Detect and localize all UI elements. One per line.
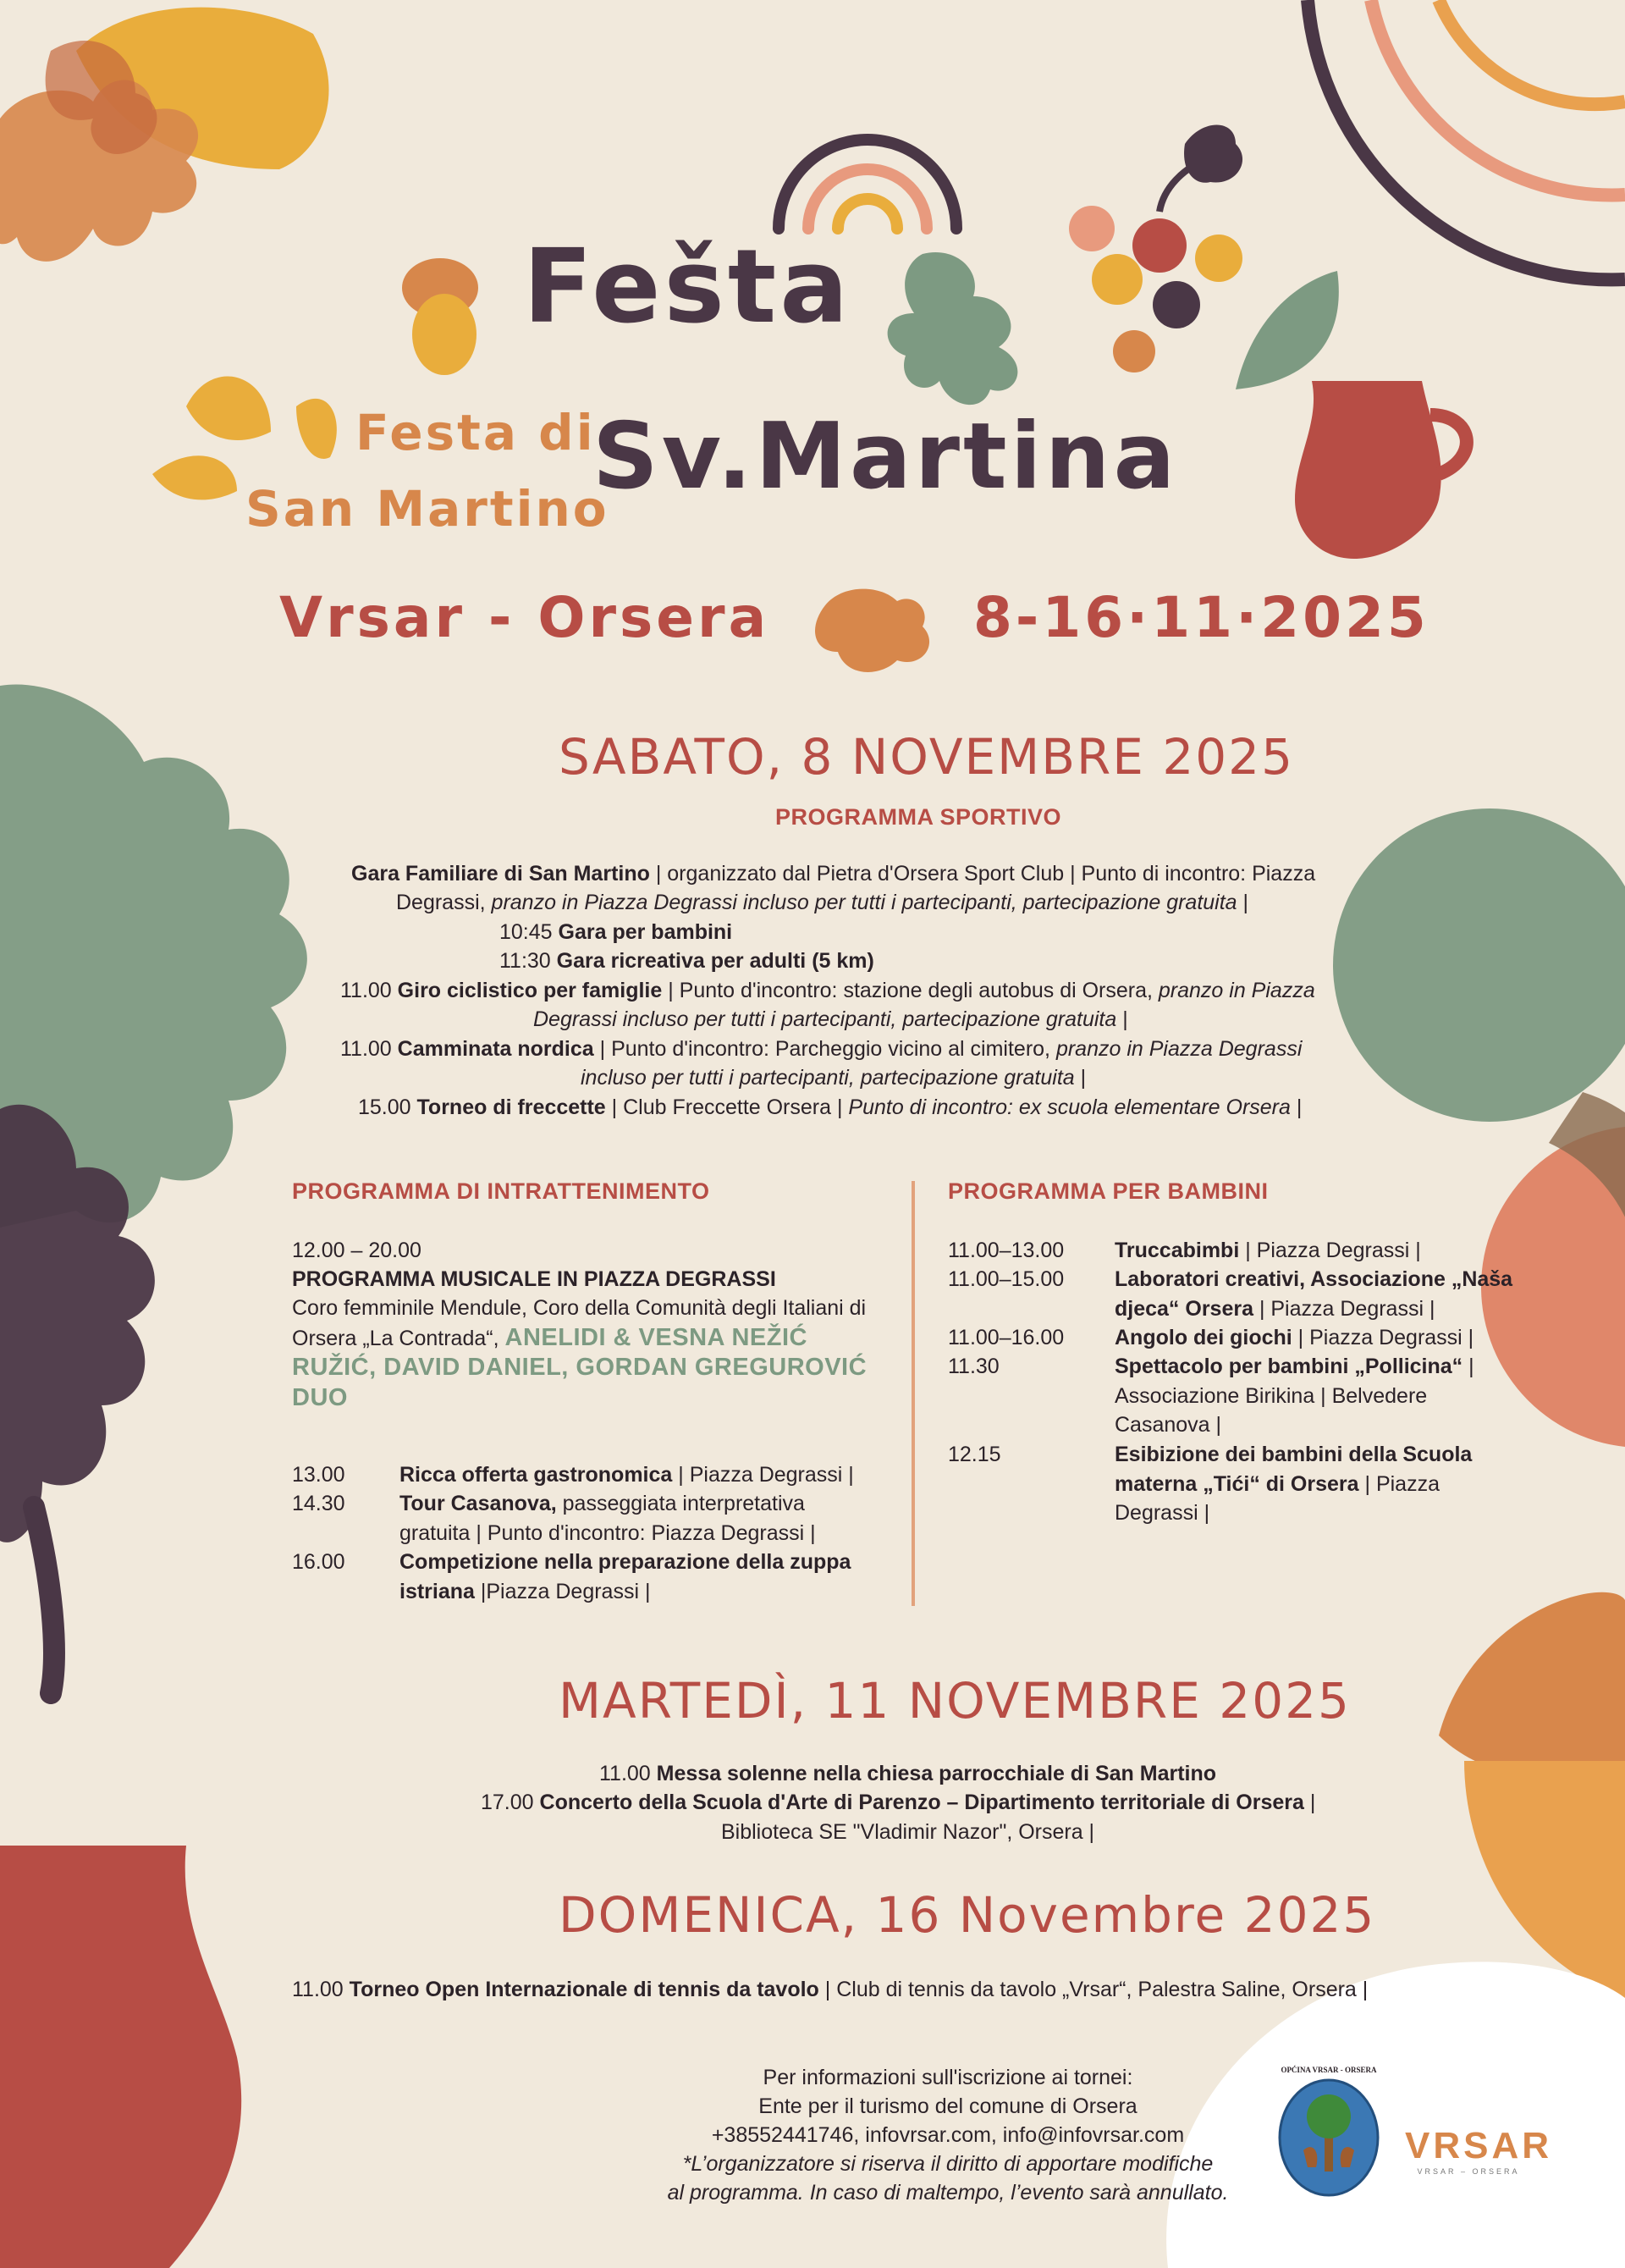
tuesday-concert: 17.00 Concerto della Scuola d'Arte di Parenzo – Dipartimento territoriale di Orsera | — [481, 1791, 1316, 1814]
sage-oak-leaf-center — [888, 252, 1018, 405]
dates-title: 8-16·11·2025 — [973, 585, 1429, 650]
title-festa: Fešta — [523, 229, 852, 346]
grape-4 — [1092, 254, 1143, 305]
footer-line-1: Per informazioni sull'iscrizione ai tornei: — [763, 2066, 1133, 2089]
kids-program-heading: PROGRAMMA PER BAMBINI — [948, 1178, 1269, 1204]
tuesday-library: Biblioteca SE "Vladimir Nazor", Orsera | — [721, 1820, 1095, 1844]
yellow-leaf-small-3 — [296, 399, 337, 459]
acorn-body — [412, 294, 476, 375]
sport-nordic-line: 11.00 Camminata nordica | Punto d'incontro: Parcheggio vicino al cimitero, pranzo in Piazza Degrassi — [340, 1037, 1303, 1061]
column-divider — [912, 1181, 915, 1606]
sport-gara-line2: Degrassi, pranzo in Piazza Degrassi incluso per tutti i partecipanti, partecipazione gratuita | — [396, 891, 1249, 914]
footer-line-5: al programma. In caso di maltempo, l’evento sarà annullato. — [667, 2181, 1229, 2205]
sport-program-heading: PROGRAMMA SPORTIVO — [774, 804, 1061, 830]
title-sv-martina: Sv.Martina — [592, 404, 1179, 510]
saturday-heading: SABATO, 8 NOVEMBRE 2025 — [559, 728, 1294, 786]
music-time: 12.00 – 20.00 — [292, 1239, 421, 1262]
acorn-bottom-right-cap — [1439, 1592, 1625, 1780]
grape-3 — [1195, 235, 1242, 282]
sport-gara-line: Gara Familiare di San Martino | organizzato dal Pietra d'Orsera Sport Club | Punto di incontro: Piazza — [351, 862, 1316, 886]
rainbow-inner-arc — [838, 199, 897, 229]
vrsar-logo — [1405, 2125, 1553, 2176]
footer-line-2: Ente per il turismo del comune di Orsera — [758, 2094, 1138, 2118]
sport-bike-line: 11.00 Giro ciclistico per famiglie | Punto d'incontro: stazione degli autobus di Orsera, pranzo in Piazza — [340, 979, 1315, 1002]
municipality-caption: OPĆINA VRSAR - ORSERA — [1281, 2066, 1377, 2074]
footer-line-3: +38552441746, infovrsar.com, info@infovrsar.com — [711, 2123, 1185, 2147]
plum-leaf-stem — [34, 1507, 54, 1693]
sage-leaf-right — [1236, 271, 1339, 389]
grape-vine-leaf — [1184, 125, 1242, 183]
subtitle-san-martino: San Martino — [245, 480, 609, 538]
sport-adults-race: 11:30 Gara ricreativa per adulti (5 km) — [499, 949, 874, 973]
sunday-tennis: 11.00 Torneo Open Internazionale di tennis da tavolo | Club di tennis da tavolo „Vrsar“, Palestra Saline, Orsera | — [292, 1978, 1369, 2001]
sunday-heading: DOMENICA, 16 Novembre 2025 — [559, 1886, 1376, 1944]
music-title: PROGRAMMA MUSICALE IN PIAZZA DEGRASSI — [292, 1267, 776, 1291]
entertainment-heading: PROGRAMMA DI INTRATTENIMENTO — [292, 1178, 710, 1204]
grape-1 — [1069, 206, 1115, 251]
ring-inner — [1439, 0, 1625, 104]
sport-kids-race: 10:45 Gara per bambini — [499, 920, 733, 944]
brick-jug-right — [1295, 381, 1441, 559]
vrsar-logo-text: VRSAR — [1405, 2125, 1553, 2166]
footer-line-4: *L’organizzatore si riserva il diritto di apportare modifiche — [682, 2152, 1214, 2176]
sage-circle-right — [1333, 808, 1625, 1122]
grape-2 — [1132, 218, 1187, 273]
subtitle-festa-di: Festa di — [355, 404, 596, 461]
tuesday-mass: 11.00 Messa solenne nella chiesa parrocchiale di San Martino — [599, 1762, 1217, 1785]
location-title: Vrsar - Orsera — [279, 585, 770, 650]
sport-darts-line: 15.00 Torneo di freccette | Club Freccette Orsera | Punto di incontro: ex scuola elementare Orsera | — [358, 1095, 1303, 1119]
yellow-leaf-small-1 — [186, 376, 271, 440]
yellow-leaf-small-2 — [152, 455, 237, 499]
grape-5 — [1153, 281, 1200, 328]
music-description: Coro femminile Mendule, Coro della Comunità degli Italiani di Orsera „La Contrada“, ANELIDI & VESNA NEŽIĆ RUŽIĆ, DAVID DANIEL, GORDAN GREGUROVIĆ DUO — [292, 1296, 868, 1411]
vrsar-logo-subtext: VRSAR – ORSERA — [1417, 2167, 1520, 2176]
sport-nordic-line2: incluso per tutti i partecipanti, partecipazione gratuita | — [581, 1066, 1087, 1090]
sport-bike-line2: Degrassi incluso per tutti i partecipanti, partecipazione gratuita | — [533, 1007, 1128, 1031]
music-artists: ANELIDI & VESNA NEŽIĆ RUŽIĆ, DAVID DANIEL, GORDAN GREGUROVIĆ DUO — [292, 1323, 868, 1411]
grape-6 — [1113, 330, 1155, 372]
orange-leaf-location — [815, 589, 929, 672]
footer-info — [542, 2063, 1354, 2207]
tuesday-heading: MARTEDÌ, 11 NOVEMBRE 2025 — [559, 1672, 1351, 1730]
municipality-crest-icon — [1274, 2074, 1384, 2201]
brick-jug-bottom-left — [0, 1846, 241, 2268]
municipality-logo — [1270, 2066, 1388, 2218]
